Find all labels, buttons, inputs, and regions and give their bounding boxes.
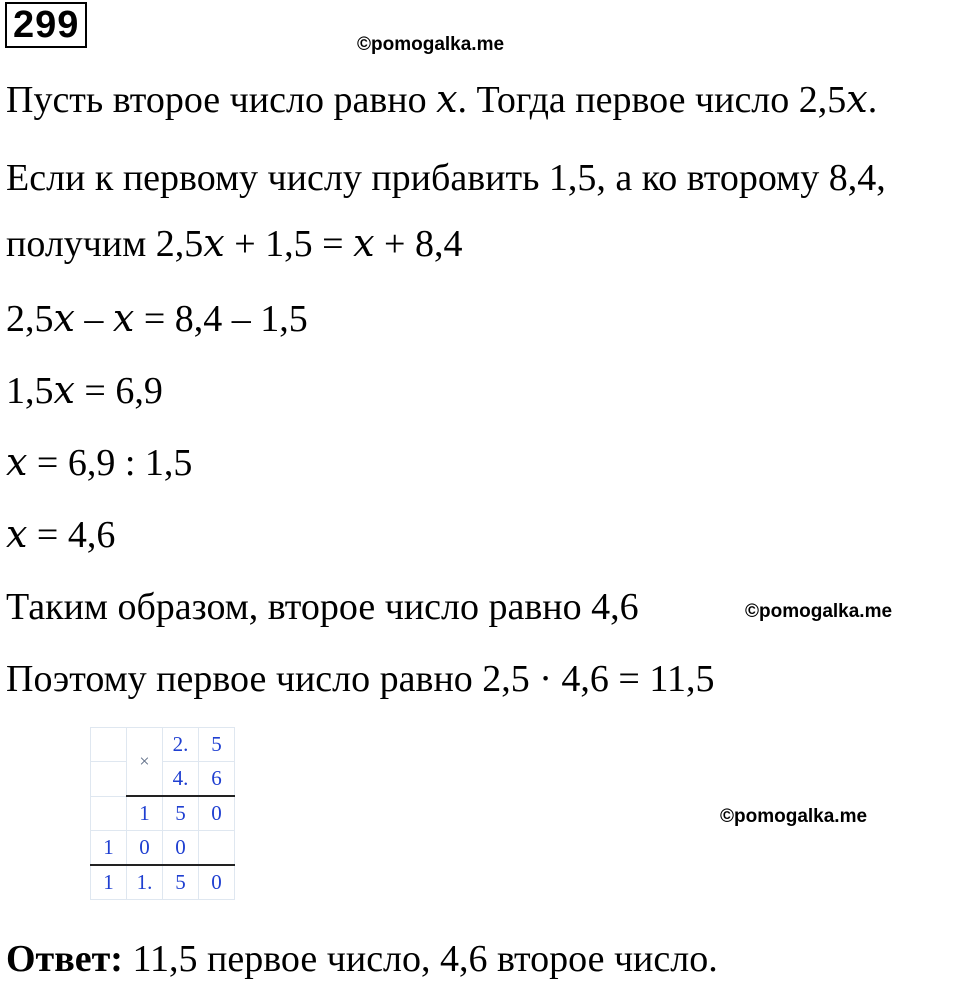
solution-line-6: 𝑥 = 6,9 : 1,5 — [6, 442, 193, 484]
table-row — [91, 762, 235, 797]
table-cell — [91, 796, 127, 831]
answer-text: 11,5 первое число, 4,6 второе число. — [122, 938, 718, 980]
table-cell: 6 — [199, 762, 235, 797]
table-cell — [91, 728, 127, 762]
table-cell: 0 — [127, 831, 163, 866]
solution-line-3: получим 2,5𝑥 + 1,5 = 𝑥 + 8,4 — [6, 223, 463, 265]
table-cell: 0 — [163, 831, 199, 866]
solution-line-9: Поэтому первое число равно 2,5 · 4,6 = 11,5 — [6, 658, 715, 700]
solution-line-8: Таким образом, второе число равно 4,6 — [6, 586, 639, 628]
table-row — [91, 728, 235, 762]
table-cell: 1 — [91, 831, 127, 866]
solution-line-4: 2,5𝑥 – 𝑥 = 8,4 – 1,5 — [6, 298, 308, 340]
solution-line-2: Если к первому числу прибавить 1,5, а ко второму 8,4, — [6, 157, 886, 199]
multiply-sign: × — [127, 728, 163, 797]
table-cell: 1. — [127, 865, 163, 900]
table-cell: 0 — [199, 796, 235, 831]
watermark-bottom: ©pomogalka.me — [720, 806, 868, 827]
solution-line-5: 1,5𝑥 = 6,9 — [6, 370, 163, 412]
multiplication-table — [90, 727, 235, 900]
problem-number: 299 — [5, 2, 87, 48]
table-cell: 0 — [199, 865, 235, 900]
solution-line-7: 𝑥 = 4,6 — [6, 514, 116, 556]
table-cell: 1 — [91, 865, 127, 900]
table-cell: 5 — [199, 728, 235, 762]
table-cell: 5 — [163, 865, 199, 900]
table-cell: 4. — [163, 762, 199, 797]
watermark-top: ©pomogalka.me — [357, 34, 505, 55]
table-cell: 5 — [163, 796, 199, 831]
watermark-middle: ©pomogalka.me — [745, 601, 893, 622]
table-row — [91, 865, 235, 900]
table-cell: 2. — [163, 728, 199, 762]
table-cell — [199, 831, 235, 866]
solution-line-1: Пусть второе число равно 𝑥. Тогда первое число 2,5𝑥. — [6, 79, 878, 121]
table-row — [91, 831, 235, 866]
answer-line — [6, 936, 718, 982]
table-row — [91, 796, 235, 831]
answer-label: Ответ: — [6, 938, 123, 980]
table-cell: 1 — [127, 796, 163, 831]
table-cell — [91, 762, 127, 797]
